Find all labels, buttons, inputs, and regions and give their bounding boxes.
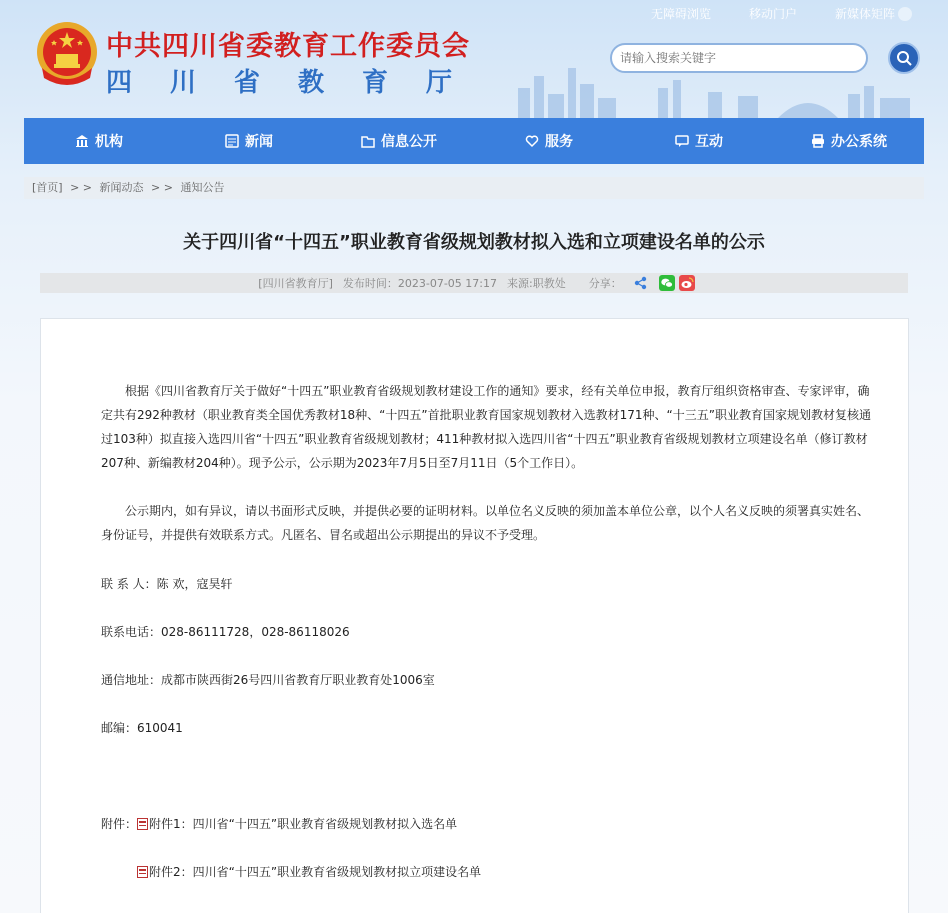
search-icon (896, 50, 912, 66)
article-meta (40, 273, 908, 293)
new-media-icon (898, 7, 912, 21)
meta-source: 来源:职教处 (507, 277, 566, 290)
contact-address: 通信地址：成都市陕西街26号四川省教育厅职业教育处1006室 (101, 673, 435, 687)
folder-icon (361, 134, 375, 148)
dept-title: 四川省教育厅 (106, 68, 491, 98)
breadcrumb-separator: > > (151, 181, 173, 194)
meta-publish-time: 发布时间：2023-07-05 17:17 (342, 277, 497, 290)
contact-person: 联 系 人：陈 欢，寇昊轩 (101, 577, 233, 591)
attachment-link-1[interactable]: 附件1：四川省“十四五”职业教育省级规划教材拟入选名单 (149, 817, 458, 831)
nav-item-institution[interactable] (24, 118, 174, 164)
nav-label-news: 新闻 (245, 134, 273, 150)
contact-phone: 联系电话：028-86111728，028-86118026 (101, 625, 350, 639)
top-link-mobile[interactable]: 移动门户 (748, 7, 797, 21)
national-emblem-icon (34, 18, 100, 90)
search-button[interactable] (888, 42, 920, 74)
weibo-icon[interactable] (679, 275, 695, 291)
institution-icon (75, 134, 89, 148)
breadcrumb-notices[interactable]: 通知公告 (180, 181, 225, 194)
article-paragraph-2: 公示期内，如有异议，请以书面形式反映，并提供必要的证明材料。以单位名义反映的须加盖本单位公章，以个人名义反映的须署真实姓名、身份证号，并提供有效联系方式。凡匿名、冒名或超出公示期提出的异议不予受理。 (101, 504, 870, 542)
nav-item-interaction[interactable] (624, 118, 774, 164)
chat-icon (675, 134, 689, 148)
top-links (613, 5, 912, 22)
nav-item-info-disclosure[interactable] (324, 118, 474, 164)
article-paragraph-1: 根据《四川省教育厅关于做好“十四五”职业教育省级规划教材建设工作的通知》要求，经有关单位申报，教育厅组织资格审查、专家评审，确定共有292种教材（职业教育类全国优秀教材18种、“十四五”首批职业教育国家规划教材入选教材171种、“十三五”职业教育国家规划教材复核通过103种）拟直接入选四川省“十四五”职业教育省级规划教材；411种教材拟入选四川省“十四五”职业教育省级规划教材立项建设名单（修订教材207种、新编教材204种）。现予公示，公示期为2023年7月5日至7月11日（5个工作日）。 (101, 384, 871, 470)
breadcrumb (24, 177, 924, 199)
top-link-accessibility[interactable]: 无障碍浏览 (650, 7, 711, 21)
nav-item-services[interactable] (474, 118, 624, 164)
meta-source-tag: [四川省教育厅] (258, 277, 333, 290)
printer-icon (811, 134, 825, 148)
share-label: 分享： (588, 277, 622, 290)
nav-label-info-disclosure: 信息公开 (381, 134, 437, 150)
nav-item-office-system[interactable] (774, 118, 924, 164)
top-link-new-media-label: 新媒体矩阵 (834, 7, 895, 21)
wechat-icon[interactable] (659, 275, 675, 291)
nav-label-office-system: 办公系统 (831, 134, 887, 150)
org-title: 中共四川省委教育工作委员会 (106, 31, 470, 62)
top-link-new-media[interactable] (835, 5, 912, 22)
article-content (40, 318, 909, 913)
attachment-label: 附件： (101, 817, 138, 831)
breadcrumb-news[interactable]: 新闻动态 (99, 181, 144, 194)
attachment-link-2[interactable]: 附件2：四川省“十四五”职业教育省级规划教材拟立项建设名单 (149, 865, 482, 879)
share-icon[interactable] (633, 275, 649, 291)
nav-label-institution: 机构 (95, 134, 123, 150)
nav-label-services: 服务 (545, 134, 573, 150)
heart-icon (525, 134, 539, 148)
breadcrumb-home[interactable]: [首页] (32, 181, 63, 194)
news-icon (225, 134, 239, 148)
site-header (0, 0, 948, 118)
attachment-row-1 (101, 815, 457, 832)
search-input[interactable] (610, 43, 868, 73)
article-title: 关于四川省“十四五”职业教育省级规划教材拟入选和立项建设名单的公示 (183, 232, 765, 253)
main-nav (24, 118, 924, 164)
breadcrumb-separator: > > (70, 181, 93, 194)
file-icon (137, 818, 148, 830)
postcode: 邮编：610041 (101, 721, 183, 735)
attachment-row-2 (137, 863, 481, 880)
nav-item-news[interactable] (174, 118, 324, 164)
nav-label-interaction: 互动 (695, 134, 723, 150)
file-icon (137, 866, 148, 878)
